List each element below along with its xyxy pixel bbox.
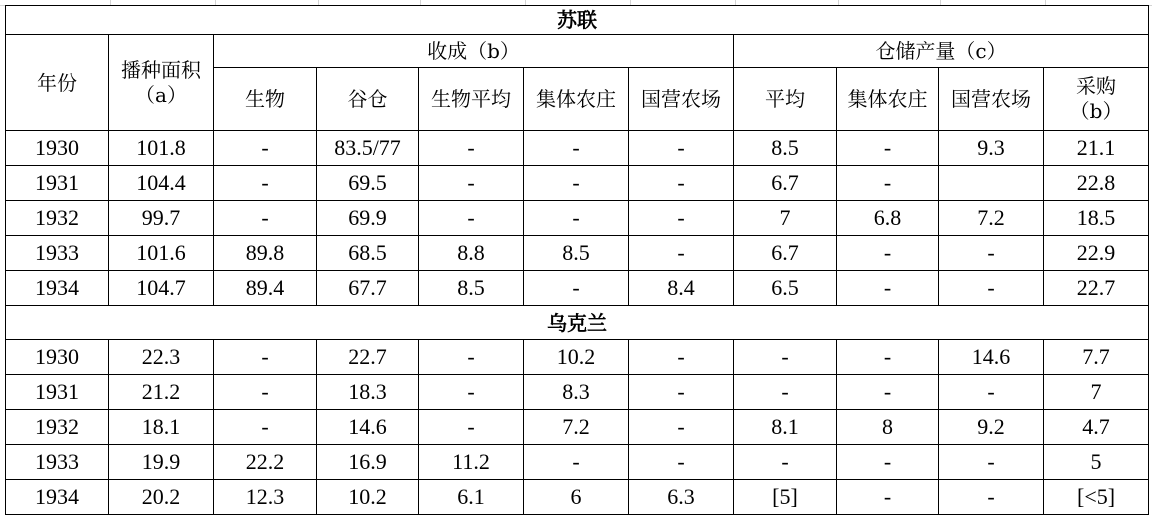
table-cell[interactable]: - [837,445,939,480]
table-row [6,375,1149,410]
table-cell[interactable]: 16.9 [317,445,419,480]
grain-table [5,5,1149,515]
header-sown-area-line1: 播种面积 [121,57,201,82]
table-cell[interactable]: - [734,375,837,410]
table-cell[interactable]: - [629,445,734,480]
table-cell[interactable]: 6.7 [734,166,837,201]
header-harvest[interactable]: 收成（b） [214,35,734,68]
table-cell[interactable]: 8.1 [734,410,837,445]
header-barn[interactable]: 谷仓 [317,68,419,131]
table-cell[interactable]: 22.7 [317,340,419,375]
table-cell[interactable]: 6.7 [734,236,837,271]
table-cell[interactable]: - [214,166,317,201]
table-cell[interactable]: - [524,166,629,201]
table-cell[interactable]: 1931 [6,375,109,410]
table-cell[interactable]: - [214,201,317,236]
table-row [6,445,1149,480]
table-cell[interactable]: 7 [1044,375,1149,410]
table-cell[interactable]: 1934 [6,271,109,306]
table-cell[interactable]: 18.3 [317,375,419,410]
table-cell[interactable]: 22.8 [1044,166,1149,201]
table-cell[interactable]: 5 [1044,445,1149,480]
table-cell[interactable]: 6.5 [734,271,837,306]
table-cell[interactable]: 8.8 [419,236,524,271]
header-state-farm[interactable]: 国营农场 [629,68,734,131]
table-cell[interactable]: 83.5/77 [317,131,419,166]
table-cell[interactable]: 21.2 [109,375,214,410]
table-cell[interactable]: 10.2 [317,480,419,515]
table-cell[interactable]: 89.8 [214,236,317,271]
header-sown-area-line2: （a） [135,82,187,107]
header-storage[interactable]: 仓储产量（c） [734,35,1149,68]
header-collective-storage[interactable]: 集体农庄 [837,68,939,131]
table-cell[interactable]: - [837,166,939,201]
table-cell[interactable]: 18.5 [1044,201,1149,236]
table-cell[interactable]: 7.2 [939,201,1044,236]
table-row [6,340,1149,375]
table-row [6,410,1149,445]
table-cell[interactable]: 99.7 [109,201,214,236]
table-cell[interactable]: - [419,131,524,166]
table-cell[interactable]: 69.9 [317,201,419,236]
table-cell[interactable]: 22.7 [1044,271,1149,306]
table-cell[interactable]: - [419,375,524,410]
table-cell[interactable]: 12.3 [214,480,317,515]
table-cell[interactable]: - [629,201,734,236]
table-cell[interactable]: 22.2 [214,445,317,480]
table-row [6,236,1149,271]
table-cell[interactable]: 1933 [6,445,109,480]
header-sown-area[interactable] [109,35,214,131]
table-cell[interactable]: - [629,166,734,201]
table-cell[interactable]: - [524,271,629,306]
table-cell[interactable]: 8 [837,410,939,445]
table-cell[interactable]: - [939,445,1044,480]
header-biological[interactable]: 生物 [214,68,317,131]
table-cell[interactable]: - [419,410,524,445]
table-cell[interactable]: - [524,131,629,166]
table-cell[interactable]: 1934 [6,480,109,515]
table-cell[interactable]: 67.7 [317,271,419,306]
table-row [6,131,1149,166]
table-cell[interactable]: 8.5 [419,271,524,306]
table-cell[interactable]: 8.3 [524,375,629,410]
table-cell[interactable]: 22.9 [1044,236,1149,271]
table-cell[interactable]: - [837,480,939,515]
table-cell[interactable]: 20.2 [109,480,214,515]
table-row [6,166,1149,201]
table-row [6,480,1149,515]
table-cell[interactable]: - [837,375,939,410]
table-cell[interactable]: 1930 [6,131,109,166]
table-cell[interactable]: 104.4 [109,166,214,201]
header-year[interactable]: 年份 [6,35,109,131]
table-cell[interactable]: - [734,340,837,375]
table-cell[interactable]: 6.1 [419,480,524,515]
table-cell[interactable]: 9.2 [939,410,1044,445]
table-cell[interactable]: - [419,201,524,236]
table-cell[interactable]: - [939,480,1044,515]
table-cell[interactable]: - [939,375,1044,410]
table-cell[interactable]: - [939,271,1044,306]
table-cell[interactable]: 7.7 [1044,340,1149,375]
table-cell[interactable]: - [214,375,317,410]
table-cell[interactable]: 69.5 [317,166,419,201]
table-cell[interactable]: - [629,131,734,166]
table-cell[interactable]: 7 [734,201,837,236]
table-row [6,201,1149,236]
header-procurement-line1: 采购 [1076,74,1117,98]
header-procurement-line2: （b） [1069,99,1123,123]
table-cell[interactable]: 18.1 [109,410,214,445]
table-cell[interactable]: 22.3 [109,340,214,375]
table-cell[interactable]: 6.3 [629,480,734,515]
table-cell[interactable]: - [524,201,629,236]
section-title[interactable]: 苏联 [6,6,1149,35]
table-cell[interactable]: 8.5 [734,131,837,166]
table-cell[interactable]: 1931 [6,166,109,201]
table-cell[interactable]: 6.8 [837,201,939,236]
table-cell[interactable]: 89.4 [214,271,317,306]
table-cell[interactable]: 1932 [6,410,109,445]
table-cell[interactable] [939,166,1044,201]
table-cell[interactable]: 14.6 [939,340,1044,375]
table-cell[interactable]: 1932 [6,201,109,236]
header-procurement[interactable] [1044,68,1149,131]
table-cell[interactable]: 68.5 [317,236,419,271]
table-cell[interactable]: [5] [734,480,837,515]
table-cell[interactable]: 1933 [6,236,109,271]
table-cell[interactable]: - [214,410,317,445]
table-cell[interactable]: - [837,271,939,306]
header-avg[interactable]: 平均 [734,68,837,131]
table-cell[interactable]: 6 [524,480,629,515]
table-cell[interactable]: 8.4 [629,271,734,306]
table-cell[interactable]: - [629,236,734,271]
table-cell[interactable]: 101.8 [109,131,214,166]
table-cell[interactable]: - [419,340,524,375]
header-collective[interactable]: 集体农庄 [524,68,629,131]
table-cell[interactable]: 10.2 [524,340,629,375]
table-cell[interactable]: - [837,236,939,271]
table-cell[interactable]: 4.7 [1044,410,1149,445]
table-cell[interactable]: - [939,236,1044,271]
table-row [6,271,1149,306]
table-cell[interactable]: - [734,445,837,480]
table-cell[interactable]: - [214,131,317,166]
table-cell[interactable]: 101.6 [109,236,214,271]
table-cell[interactable]: 104.7 [109,271,214,306]
table-cell[interactable]: - [419,166,524,201]
table-cell[interactable]: - [629,410,734,445]
table-cell[interactable]: - [837,340,939,375]
table-cell[interactable]: - [629,375,734,410]
table-cell[interactable]: 14.6 [317,410,419,445]
header-bio-avg[interactable]: 生物平均 [419,68,524,131]
table-cell[interactable]: - [524,445,629,480]
table-cell[interactable]: - [214,340,317,375]
table-cell[interactable]: 21.1 [1044,131,1149,166]
table-cell[interactable]: 9.3 [939,131,1044,166]
table-cell[interactable]: 19.9 [109,445,214,480]
table-cell[interactable]: 11.2 [419,445,524,480]
table-cell[interactable]: [<5] [1044,480,1149,515]
table-cell[interactable]: 1930 [6,340,109,375]
table-cell[interactable]: 8.5 [524,236,629,271]
table-cell[interactable]: 7.2 [524,410,629,445]
table-cell[interactable]: - [837,131,939,166]
table-cell[interactable]: - [629,340,734,375]
header-state-farm-storage[interactable]: 国营农场 [939,68,1044,131]
section-title[interactable]: 乌克兰 [6,306,1149,340]
